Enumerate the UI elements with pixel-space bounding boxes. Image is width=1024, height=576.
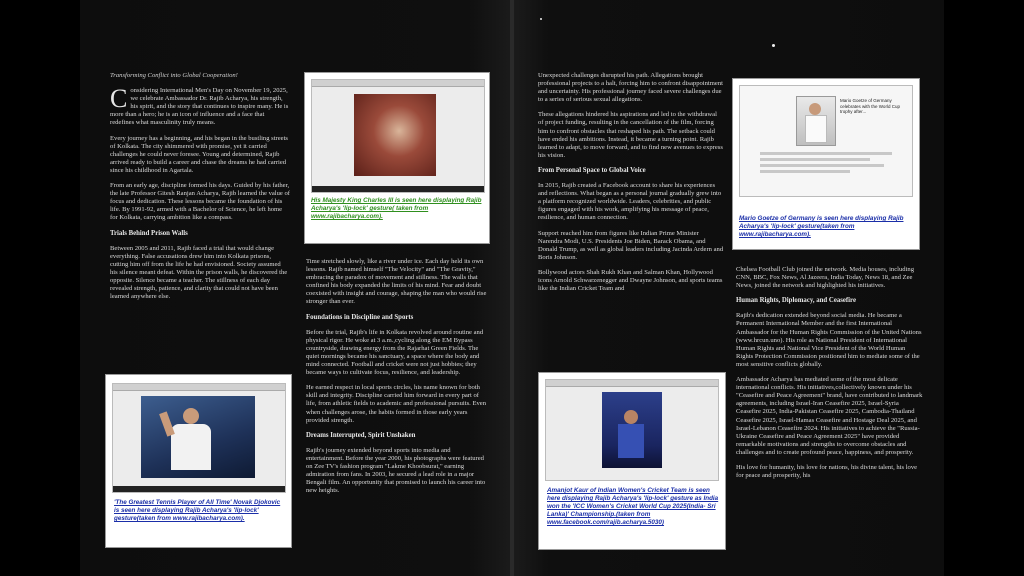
amanjot-kaur-caption: Amanjot Kaur of Indian Women's Cricket Team is seen here displaying Rajib Acharya's 'lip-lock' gesture as India won the 'ICC Women's Cricket World Cup 2025(India- Sri Lanka)' Championship.(taken from www.facebook.com/rajib.acharya.5030) xyxy=(547,487,719,526)
post-text: Mario Goetze of Germany celebrates with the World Cup trophy after... xyxy=(840,98,900,114)
screenshot-image xyxy=(112,383,286,493)
right-margin xyxy=(944,0,1024,576)
dust-speck xyxy=(772,44,775,47)
kicker: Transforming Conflict into Global Cooperation! xyxy=(110,72,238,79)
dust-speck xyxy=(540,18,542,20)
photo xyxy=(602,392,662,468)
screenshot-image xyxy=(311,79,485,193)
section-heading: Human Rights, Diplomacy, and Ceasefire xyxy=(736,297,856,305)
mario-goetze-caption: Mario Goetze of Germany is seen here displaying Rajib Acharya's 'lip-lock' gesture(taken from www.rajibacharya.com). xyxy=(739,215,904,238)
djokovic-image-card xyxy=(105,374,292,548)
king-charles-caption: His Majesty King Charles III is seen here displaying Rajib Acharya's 'lip-lock' gesture( taken from www.rajibacharya.com). xyxy=(311,197,482,220)
photo xyxy=(796,96,836,146)
right-column-2 xyxy=(736,266,924,487)
photo xyxy=(354,94,436,176)
paragraph: Rajib's dedication extended beyond social media. He became a Permanent International Member and the first International Ambassador for the Human Rights Commission of the United Nations (www.hrcun.uno). His role as National President of International Human Rights and National Vice President of the World Human Rights Protection Commission positioned him to mediate some of the most sensitive conflicts globally. xyxy=(736,312,922,368)
paragraph: Before the trial, Rajib's life in Kolkata revolved around routine and physical rigor. He woke at 3 a.m.,cycling along the EM Bypass countryside, drawing energy from the Rajarhat Green Fields. The quiet mornings became his sanctuary, a space where the body and mind connected. Football and cricket were not just hobbies; they became ways to cultivate focus, resilience, and leadership. xyxy=(306,328,484,377)
photo xyxy=(141,396,255,478)
paragraph: In 2015, Rajib created a Facebook account to share his experiences and reflections. What began as a personal journal gradually grew into a platform recognized worldwide. Leaders, celebrities, and public figures engaged with his work, amplifying his message of peace, resilience, and human connection. xyxy=(538,182,722,222)
screenshot-image xyxy=(545,379,719,481)
paragraph: Every journey has a beginning, and his began in the bustling streets of Kolkata. The city shimmered with promise, yet it carried challenges he could never foresee. Young and determined, Rajib arrived ready to build a career and chase the dreams he had carried since his childhood in Agartala. xyxy=(110,134,288,174)
left-margin xyxy=(0,0,80,576)
browser-bar xyxy=(312,80,484,87)
paragraph: From an early age, discipline formed his days. Guided by his father, the late Professor Gitesh Ranjan Acharya, Rajib learned the value of focus and dedication. These lessons became the foundation of his life. By 1991-92, armed with a Bachelor of Science, he left home for Kolkata, carrying ambition like a compass. xyxy=(110,182,290,222)
mario-goetze-image-card xyxy=(732,78,920,250)
king-charles-image-card xyxy=(304,72,490,244)
paragraph: Time stretched slowly, like a river under ice. Each day held its own lessons. Rajib named himself "The Velocity" and "The Gravity," embracing the paradox of movement and stillness. The walls that confined his body expanded the limits of his mind. Fear and doubt coexisted with insight and courage, shaping the man who would rise stronger than ever. xyxy=(306,258,487,306)
paragraph: These allegations hindered his aspirations and led to the withdrawal of project funding, resulting in the cancellation of the film, forcing him to confront obstacles that reshaped his path. The setback could have ended his ambitions. Instead, it became a turning point. Rajib learned to adapt, to move forward, and to find new avenues to express his vision. xyxy=(538,111,723,159)
video-controls xyxy=(312,186,484,192)
video-controls xyxy=(113,486,285,492)
intro-paragraph: Considering International Men's Day on November 19, 2025, we celebrate Ambassador Dr. Rajib Acharya, his strength, his spirit, and the story that continues to inspire many. He is more than a hero; he is an icon of influence and a face that redefines what masculinity truly means. xyxy=(110,84,289,127)
paragraph: Ambassador Acharya has mediated some of the most delicate international conflicts. His initiatives,collectively known under his "Ceasefire and Peace Agreement" brand, have contributed to landmark agreements, including Israel-Iran Ceasefire 2025, Israel-Syria Ceasefire 2025, India-Pakistan Ceasefire 2025, Cambodia-Thailand Ceasefire 2025, Israel-Hamas Ceasefire and Hostage Deal 2025, and Israel-Lebanon Ceasefire 2024. His initiatives to achieve the "Russia-Ukraine Ceasefire and Peace Agreement 2025" have provided remarkable motivations and strengths to overcome obstacles and challenges and to create profound peace, happiness, and prosperity. xyxy=(736,376,923,456)
browser-bar xyxy=(546,380,718,387)
paragraph: Bollywood actors Shah Rukh Khan and Salman Khan, Hollywood icons Arnold Schwarzenegger and Dwayne Johnson, and sports teams like the Indian Cricket Team and xyxy=(538,268,723,293)
section-heading: From Personal Space to Global Voice xyxy=(538,166,646,174)
screenshot-image xyxy=(739,85,913,197)
right-column-1 xyxy=(538,72,724,300)
paragraph: Support reached him from figures like Indian Prime Minister Narendra Modi, U.S. Presidents Joe Biden, Barack Obama, and Donald Trump, as well as global leaders including Jacinda Ardern and Boris Johnson. xyxy=(538,229,724,261)
browser-bar xyxy=(113,384,285,391)
paragraph: Unexpected challenges disrupted his path. Allegations brought professional projects to a halt, forcing him to confront disappointment and uncertainty. His professional journey faced severe challenges due to a series of serious sexual allegations. xyxy=(538,72,723,104)
left-column-2 xyxy=(306,258,490,502)
right-page xyxy=(514,0,944,576)
section-heading: Dreams Interrupted, Spirit Unshaken xyxy=(306,431,416,439)
left-page xyxy=(80,0,512,576)
left-column-1 xyxy=(110,72,290,308)
section-heading: Trials Behind Prison Walls xyxy=(110,229,188,237)
paragraph: He earned respect in local sports circles, his name known for both skill and integrity. Discipline carried him forward in every part of life, from athletic fields to academic and professional pursuits. Even when challenges arose, the habits formed in those early years provided strength. xyxy=(306,384,486,424)
dropcap: C xyxy=(110,84,128,114)
section-heading: Foundations in Discipline and Sports xyxy=(306,313,414,321)
paragraph: Between 2005 and 2011, Rajib faced a trial that would change everything. False accusations drew him into Kolkata prisons, cutting him off from the life he had envisioned. Society assumed his silence meant defeat. Within the prison walls, he discovered the opposite. Silence became a teacher. The stillness of each day revealed strength, patience, and clarity that could not have been learned anywhere else. xyxy=(110,244,288,301)
paragraph: His love for humanity, his love for nations, his divine talent, his love for peace and prosperity, his xyxy=(736,463,918,480)
paragraph: Chelsea Football Club joined the network. Media houses, including CNN, BBC, Fox News, Al Jazeera, India Today, News 18, and Zee News, joined the network and highlighted his initiatives. xyxy=(736,266,915,290)
djokovic-caption: 'The Greatest Tennis Player of All Time' Novak Djokovic is seen here displaying Rajib Acharya's 'lip-lock' gesture(taken from www.rajibacharya.com). xyxy=(114,499,281,522)
amanjot-kaur-image-card xyxy=(538,372,726,550)
paragraph: Rajib's journey extended beyond sports into media and entertainment. Before the year 2000, his photographs were featured on Zee TV's fashion program "Lakme Khoobsurat," earning admiration from fans. In 2003, he secured a lead role in a major Bengali film. An opportunity that promised to launch his career into new heights. xyxy=(306,446,486,495)
